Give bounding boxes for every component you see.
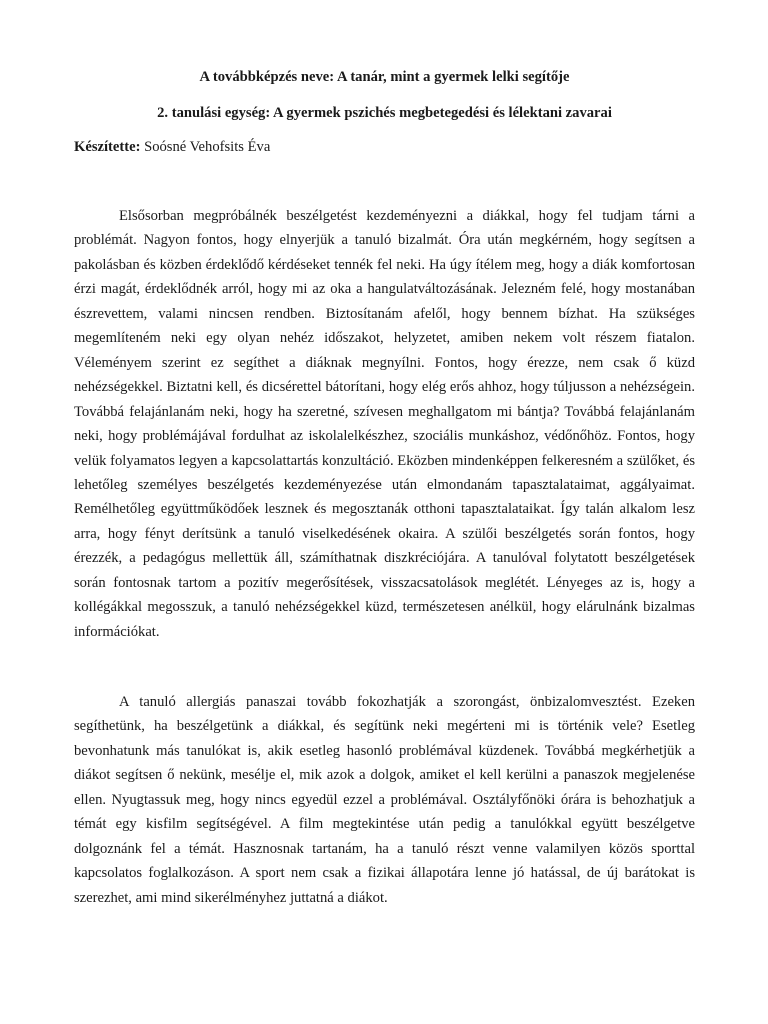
document-subtitle: 2. tanulási egység: A gyermek pszichés megbetegedési és lélektani zavarai xyxy=(157,105,612,121)
author-line xyxy=(74,138,270,156)
author-name: Soósné Vehofsits Éva xyxy=(140,139,271,155)
body-paragraph: Elsősorban megpróbálnék beszélgetést kezdeményezni a diákkal, hogy fel tudjam tárni a problémát. Nagyon fontos, hogy elnyerjük a tanuló bizalmát. Óra után megkérném, hogy segítsen a pakolásban és közben érdeklődő kérdéseket tennék fel neki. Ha úgy ítélem meg, hogy a diák komfortosan érzi magát, érdeklődnék arról, hogy mi az oka a hangulatváltozásának. Jelezném felé, hogy mostanában észrevettem, valami nincsen rendben. Biztosítanám afelől, hogy bennem bízhat. Ha szükséges megemlíteném neki egy olyan nehéz időszakot, helyzetet, amiben nekem volt részem fiatalon. Véleményem szerint ez segíthet a diáknak megnyílni. Fontos, hogy érezze, nem csak ő küzd nehézségekkel. Biztatni kell, és dicsérettel bátorítani, hogy elég erős ahhoz, hogy túljusson a nehézségein. Továbbá felajánlanám neki, hogy ha szeretné, szívesen meghallgatom mi bántja? Továbbá felajánlanám neki, hogy problémájával fordulhat az iskolalelkészhez, szociális munkáshoz, védőnőhöz. Fontos, hogy velük folyamatos legyen a kapcsolattartás konzultáció. Eközben mindenképpen felkeresném a szülőket, és lehetőleg személyes beszélgetés kezdeményezése után elmondanám tapasztalataimat, aggályaimat. Remélhetőleg együttműködőek lesznek és megosztanák otthoni tapasztalataikat. Így talán alkalom lesz arra, hogy fényt derítsünk a tanuló viselkedésének okaira. A szülői beszélgetés során fontos, hogy érezzék, a pedagógus mellettük áll, számíthatnak diszkréciójára. A tanulóval folytatott beszélgetések során fontosnak tartom a pozitív megerősítések, visszacsatolások meglétét. Lényeges az is, hogy a kollégákkal megosszuk, a tanuló nehézségekkel küzd, természetesen anélkül, hogy elárulnánk bizalmas információkat. xyxy=(74,208,695,640)
author-label: Készítette: xyxy=(74,139,141,155)
body-paragraph: A tanuló allergiás panaszai tovább fokozhatják a szorongást, önbizalomvesztést. Ezeken segíthetünk, ha beszélgetünk a diákkal, és segítünk neki megérteni mi is történik vele? Esetleg bevonhatunk más tanulókat is, akik esetleg hasonló problémával küzdenek. Továbbá megkérhetjük a diákot segítsen ő nekünk, mesélje el, mik azok a dolgok, amiket el kell kerülni a panaszok megjelenése ellen. Nyugtassuk meg, hogy nincs egyedül ezzel a problémával. Osztályfőnöki órára is behozhatjuk a témát egy kisfilm segítségével. A film megtekintése után pedig a tanulókkal együtt beszélgetve dolgoznánk fel a témát. Hasznosnak tartanám, ha a tanuló részt venne valamilyen közös sporttal kapcsolatos foglalkozáson. A sport nem csak a fizikai állapotára lenne jó hatással, de új barátokat is szerezhet, ami mind sikerélményhez juttatná a diákot. xyxy=(74,694,695,906)
document-title: A továbbképzés neve: A tanár, mint a gyermek lelki segítője xyxy=(199,69,570,85)
